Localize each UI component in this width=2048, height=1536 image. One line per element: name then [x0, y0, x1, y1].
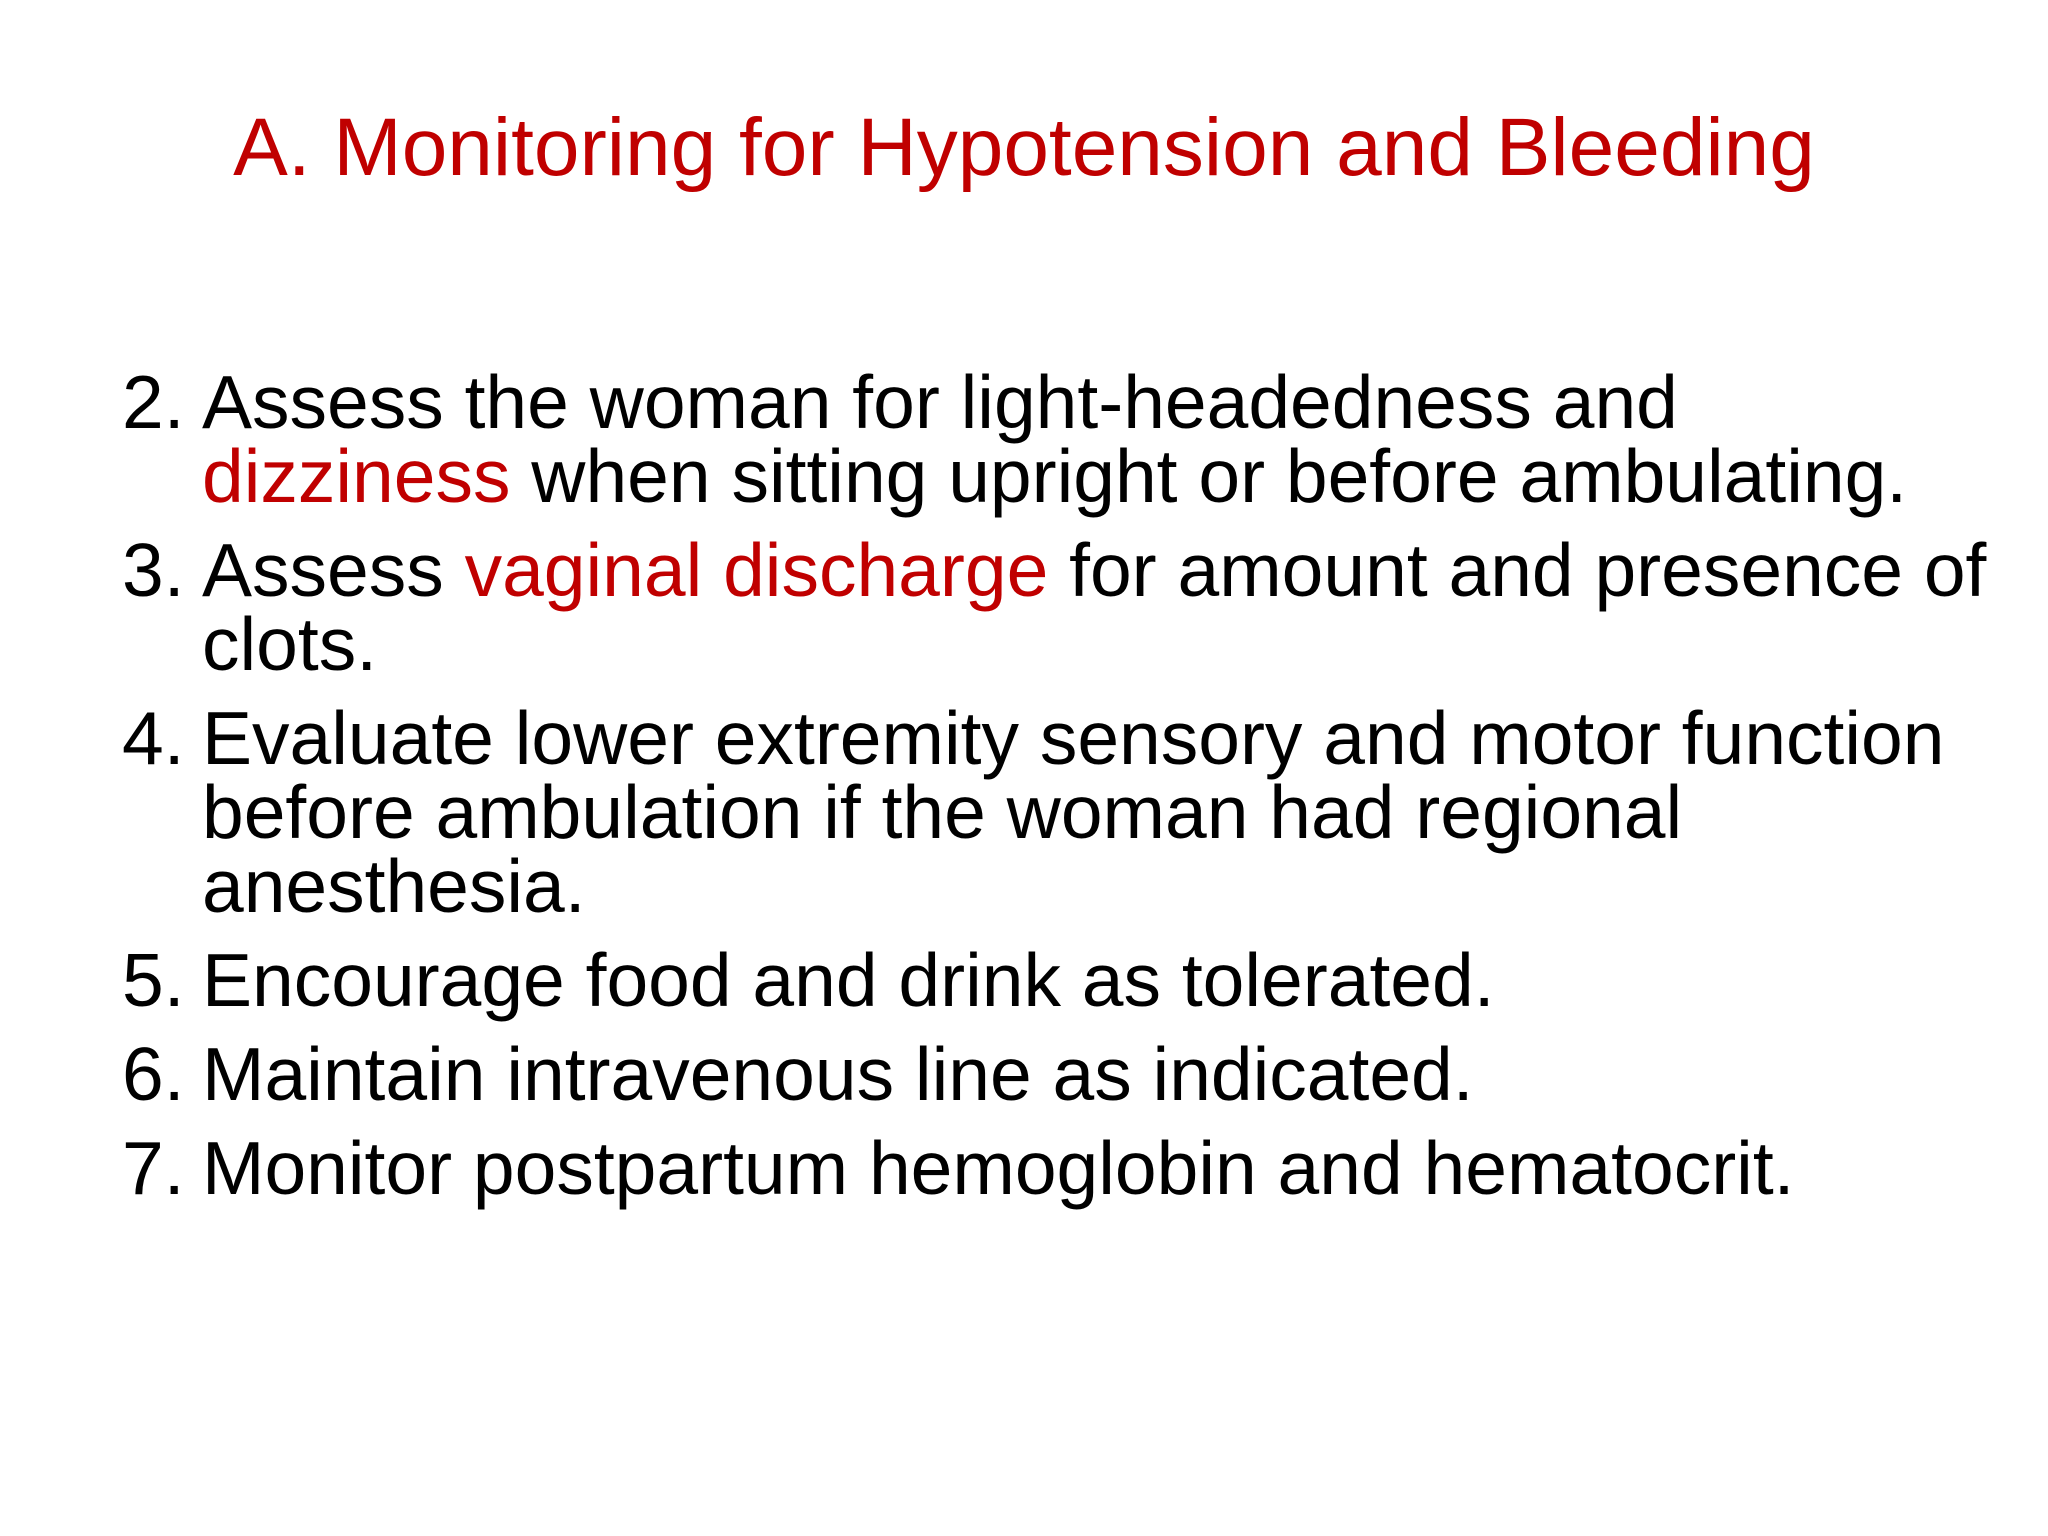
- item-text: when sitting upright or before ambulating.: [510, 434, 1908, 518]
- item-text: Monitor postpartum hemoglobin and hematocrit.: [202, 1126, 1795, 1210]
- item-number: 6.: [122, 1032, 185, 1116]
- item-text: Encourage food and drink as tolerated.: [202, 938, 1495, 1022]
- nursing-actions-list: [122, 360, 2002, 1210]
- item-highlight: vaginal discharge: [464, 528, 1049, 612]
- list-item: [122, 1126, 2002, 1210]
- list-item: [122, 360, 2002, 518]
- slide-title: A. Monitoring for Hypotension and Bleeding: [233, 102, 1815, 193]
- item-text: Assess: [202, 528, 465, 612]
- item-highlight: dizziness: [202, 434, 511, 518]
- item-number: 2.: [122, 360, 185, 444]
- item-text: Evaluate lower extremity sensory and motor function before ambulation if the woman had regional anesthesia.: [202, 696, 1945, 928]
- item-number: 4.: [122, 696, 185, 780]
- item-text: Assess the woman for light-headedness and: [202, 360, 1678, 444]
- item-text: for amount and presence of clots.: [202, 528, 1987, 686]
- item-number: 3.: [122, 528, 185, 612]
- list-item: [122, 938, 2002, 1022]
- item-number: 7.: [122, 1126, 185, 1210]
- item-number: 5.: [122, 938, 185, 1022]
- list-item: [122, 1032, 2002, 1116]
- item-text: Maintain intravenous line as indicated.: [202, 1032, 1474, 1116]
- list-item: [122, 528, 2002, 686]
- list-item: [122, 696, 2002, 928]
